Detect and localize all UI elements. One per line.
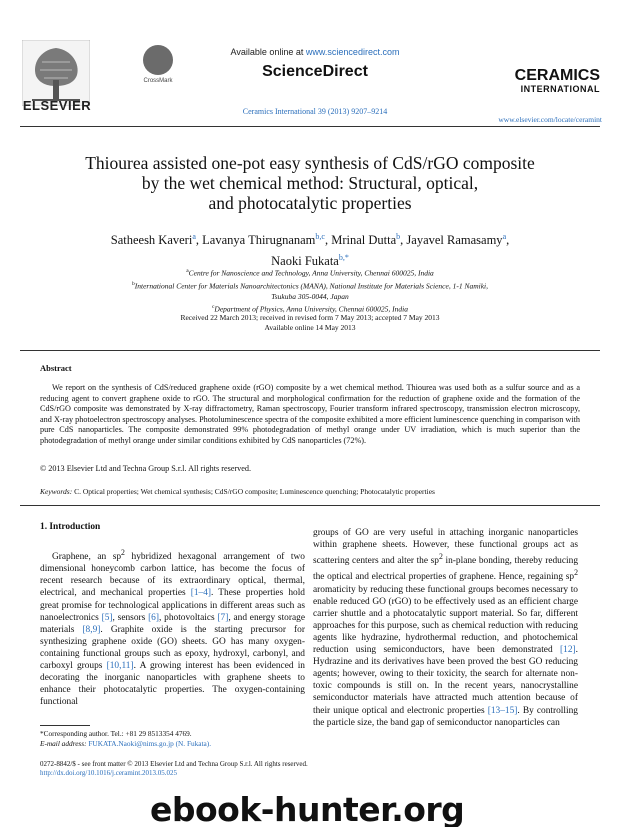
author-list: Satheesh Kaveri$^a$, Lavanya Thirugnanam$^{b,c}$, Mrinal Dutta$^b$, Jayavel Ramasamy$^a$, Naoki Fukata$^{b,*}$ <box>110 232 510 269</box>
email-line <box>40 739 305 749</box>
abstract-divider-top <box>20 350 600 351</box>
body-text: , photovoltaics <box>159 612 218 623</box>
email-label: E-mail address: <box>40 739 89 748</box>
body-text: . Hydrazine and its derivatives have been proved the best GO reducing agents; however, owing to their toxicity, the search for alternate non-toxic compounds is still on. In the recent years, nanocrystalline semiconductor materials have attracted much attention because of their unique optical and electronic properties <box>313 645 578 716</box>
abstract-divider-bottom <box>20 505 600 506</box>
doi-link[interactable]: http://dx.doi.org/10.1016/j.ceramint.2013.05.025 <box>40 769 177 777</box>
issn-doi-footer <box>40 760 370 778</box>
online-date: Available online 14 May 2013 <box>264 323 356 332</box>
sciencedirect-link[interactable]: www.sciencedirect.com <box>305 47 400 57</box>
citation-link[interactable]: [1–4] <box>190 588 212 599</box>
title-line-3: and photocatalytic properties <box>208 193 412 213</box>
sciencedirect-logo: ScienceDirect <box>262 63 368 80</box>
email-owner: (N. Fukata). <box>173 739 212 748</box>
journal-url-link[interactable]: www.elsevier.com/locate/ceramint <box>498 115 602 124</box>
crossmark-label: CrossMark <box>143 78 173 84</box>
affiliation-b <box>40 279 580 292</box>
journal-name-line1: CERAMICS <box>514 67 600 84</box>
author[interactable]: Satheesh Kaveri <box>110 233 193 248</box>
affil-letter: b <box>132 280 135 287</box>
keywords-text: C. Optical properties; Wet chemical synthesis; CdS/rGO composite; Luminescence quenching; Photocatalytic properties <box>72 487 435 496</box>
body-text: in-plane bonding, thereby reducing the optical and electrical properties of graphene. Hence, regaining sp <box>313 556 579 583</box>
journal-reference-link[interactable]: Ceramics International 39 (2013) 9207–9214 <box>242 107 388 116</box>
author[interactable]: Mrinal Dutta <box>331 233 397 248</box>
affil-text: Centre for Nanoscience and Technology, Anna University, Chennai 600025, India <box>188 268 434 278</box>
journal-name-line2: INTERNATIONAL <box>520 84 600 94</box>
intro-right-column <box>313 527 578 729</box>
body-text: , and energy storage materials <box>40 612 305 635</box>
author[interactable]: Lavanya Thirugnanam <box>202 233 316 248</box>
citation-link[interactable]: [5] <box>101 612 113 623</box>
citation-link[interactable]: [8,9] <box>82 624 101 635</box>
crossmark-icon[interactable] <box>143 45 173 75</box>
elsevier-tree-logo <box>22 40 90 106</box>
body-text: aromaticity by reducing these functional groups becomes necessary to enable reduced GO (rGO) to be effectively used as an efficient charge carrier shuttle and a photocatalytic support material. So far, different approaches for this purpose, such as chemical reduction with reducing agents like hydrazine, hydrothermal reduction, and photochemical reduction using semiconductors, have been demonstrated <box>313 584 578 656</box>
citation-link[interactable]: [13–15] <box>487 705 518 716</box>
keywords-label: Keywords: <box>40 487 73 496</box>
superscript: 2 <box>574 568 578 578</box>
abstract-text: We report on the synthesis of CdS/reduced graphene oxide (rGO) composite by a wet chemical method. Thiourea was used both as a sulfur source and as a reducing agent to convert graphene oxide to rGO. The structural and morphological confirmation for the reduction of graphene oxide and the formation of the CdS/rGO composite was demonstrated by X-ray diffractometry, Raman spectroscopy, Fourier transform infrared spectroscopy, transmission electron microscopy, and X-ray photoelectron spectroscopy analyses. Photoluminescence spectra of the composite exhibited a more efficient luminescence quenching in comparison with pure CdS nanoparticles. The composite demonstrated 99% photodegradation of methyl orange under UV irradiation, which is much superior than the photodegradation of methyl orange under similar conditions exhibited by CdS nanoparticles (72%). <box>40 383 580 445</box>
affiliation-b-cont: Tsukuba 305-0044, Japan <box>271 292 349 301</box>
body-text: . These properties hold great promise for technological applications in different areas such as nanoelectronics <box>40 588 305 623</box>
intro-left-column <box>40 547 305 708</box>
author-affil-sup[interactable]: b,* <box>338 253 349 263</box>
affil-text: International Center for Materials Nanoarchitectonics (MANA), National Institute for Materials Science, 1-1 Namiki, <box>134 281 488 290</box>
available-prefix: Available online at <box>230 47 306 57</box>
issn-line: 0272-8842/$ - see front matter © 2013 Elsevier Ltd and Techna Group S.r.l. All rights reserved. <box>40 760 308 768</box>
available-online-line <box>215 47 415 57</box>
affil-letter: a <box>186 268 189 274</box>
watermark-text: ebook-hunter.org <box>150 790 465 827</box>
body-text: groups of GO are very useful in attaching inorganic nanoparticles within graphene sheets. However, these functional groups act as scattering centers and alter the sp <box>313 528 578 567</box>
article-title <box>40 153 580 213</box>
body-text: Graphene, an sp <box>52 552 122 563</box>
body-text: hybridized hexagonal arrangement of two dimensional honeycomb carbon lattice, has become the focus of recent research because of its extraordinary optical, thermal, electrical, and mechanical properties <box>40 552 305 599</box>
superscript: 2 <box>121 548 125 557</box>
keywords <box>40 487 580 497</box>
corresponding-author: *Corresponding author. Tel.: +81 29 8513354 4769. <box>40 729 192 738</box>
header-divider <box>20 126 600 127</box>
affil-text: Department of Physics, Anna University, Chennai 600025, India <box>214 304 409 314</box>
citation-link[interactable]: [10,11] <box>106 660 134 671</box>
citation-link[interactable]: [7] <box>217 612 229 623</box>
footnote-divider <box>40 725 90 726</box>
body-text: . A growing interest has been evidenced in decorating the inorganic nanoparticles with graphene sheets to enhance their photocatalytic properties. The oxygen-containing functional <box>40 660 305 708</box>
publisher-name: ELSEVIER <box>22 98 92 113</box>
author[interactable]: Naoki Fukata <box>271 254 339 269</box>
citation-link[interactable]: [12] <box>560 645 576 656</box>
affiliation-a <box>40 266 580 279</box>
affiliations <box>40 266 580 315</box>
author-affil-sup[interactable]: a <box>192 232 196 241</box>
citation-link[interactable]: [6] <box>148 612 159 623</box>
title-line-1: Thiourea assisted one-pot easy synthesis of CdS/rGO composite <box>85 153 535 173</box>
title-line-2: by the wet chemical method: Structural, optical, <box>141 173 479 193</box>
email-link[interactable]: FUKATA.Naoki@nims.go.jp <box>88 739 174 748</box>
author-affil-sup[interactable]: b <box>396 232 401 241</box>
received-dates: Received 22 March 2013; received in revised form 7 May 2013; accepted 7 May 2013 <box>180 313 440 322</box>
superscript: 2 <box>438 552 443 562</box>
author-affil-sup[interactable]: a <box>502 232 507 241</box>
corresponding-author-footnote <box>40 729 305 749</box>
body-text: , sensors <box>112 612 149 623</box>
body-text: . By controlling the particle size, the band gap of semiconductor nanoparticles can <box>313 705 578 728</box>
author-affil-sup[interactable]: b,c <box>315 232 325 241</box>
body-text: . Graphite oxide is the starting precursor for synthesizing graphene oxide (GO) sheets. GO has many oxygen-containing functional groups such as epoxy, hydroxyl, carbonyl, and carboxyl groups <box>40 624 305 671</box>
abstract-heading: Abstract <box>40 363 72 373</box>
abstract-copyright: © 2013 Elsevier Ltd and Techna Group S.r.l. All rights reserved. <box>40 464 252 473</box>
section-heading-introduction: 1. Introduction <box>40 522 101 532</box>
author[interactable]: Jayavel Ramasamy <box>406 233 503 248</box>
article-dates <box>40 313 580 333</box>
affil-letter: c <box>211 304 215 310</box>
